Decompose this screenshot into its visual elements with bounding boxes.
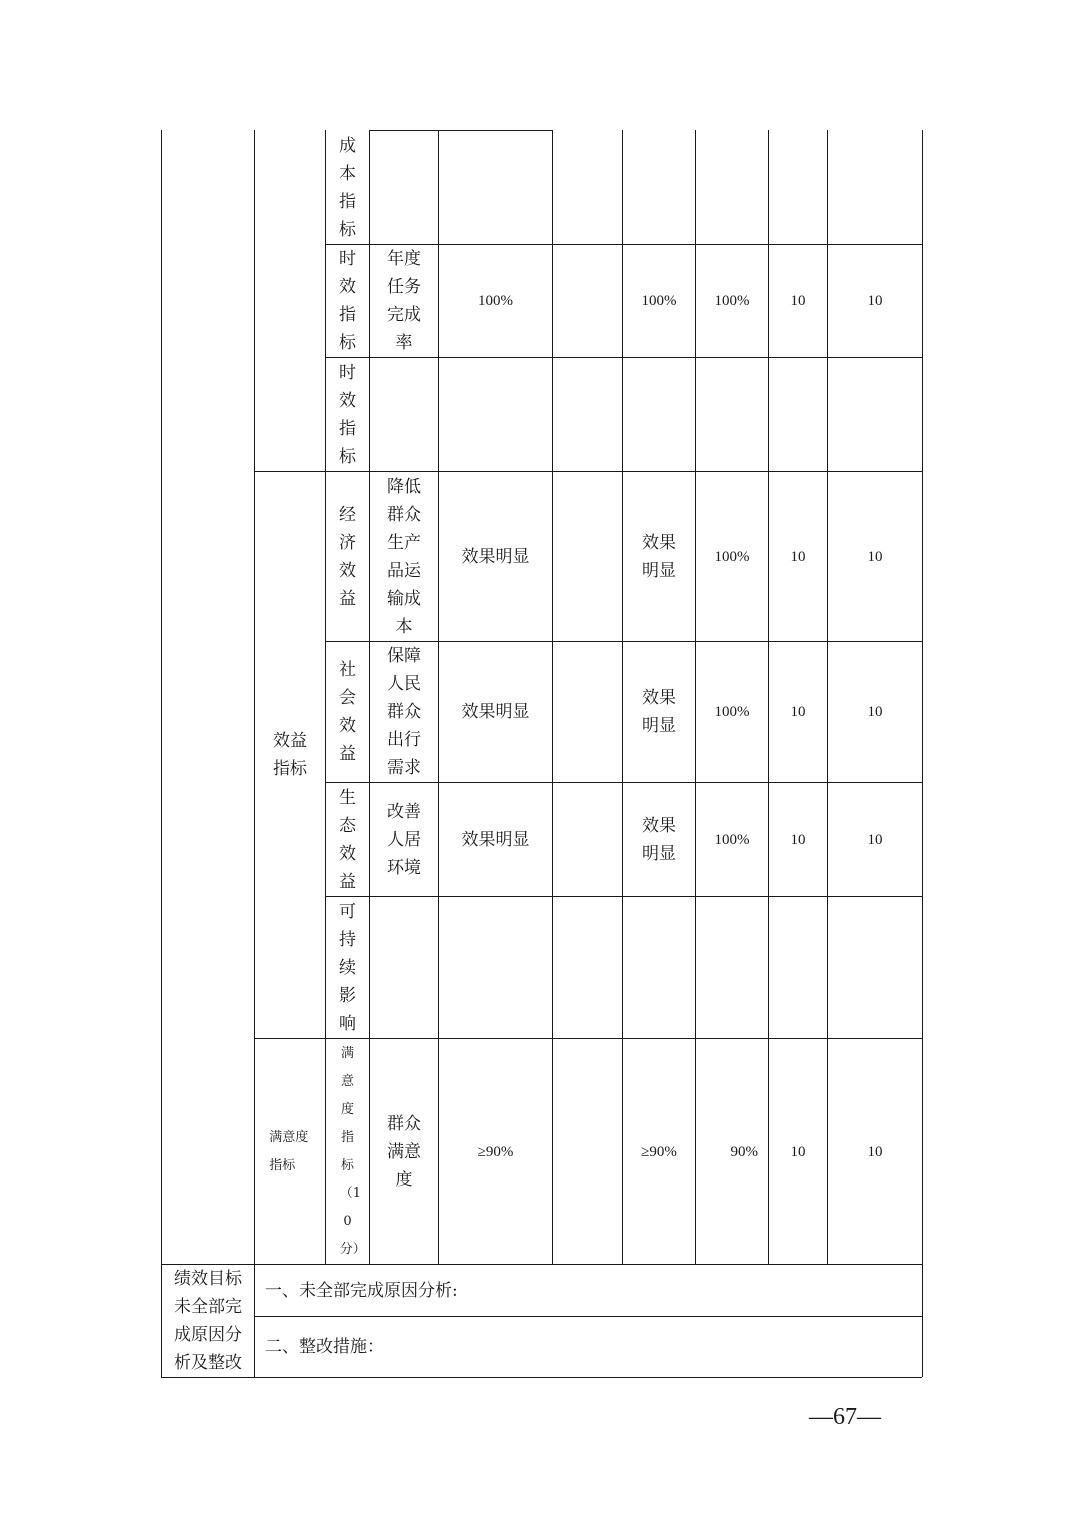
score: 10 [867,704,883,720]
score: 10 [867,293,883,309]
completion-rate: 90% [730,1143,758,1160]
sub-indicator: 时效指标 [338,249,356,353]
completion-rate: 100% [714,831,750,848]
target-value: ≥90% [477,1143,514,1160]
weight: 10 [790,704,806,720]
sub-indicator: 成本指标 [338,135,356,240]
actual-value: 效果明显 [642,532,676,581]
analysis-text: 一、未全部完成原因分析: [265,1280,458,1301]
footer-label: 绩效目标未全部完成原因分析及整改 [174,1269,242,1373]
score: 10 [867,831,883,848]
completion-rate: 100% [714,293,750,309]
indicator-name: 保障人民群众出行需求 [387,646,421,778]
group-benefit: 效益指标 [273,731,307,779]
sub-indicator: 满意度指标（10分） [339,1045,366,1257]
completion-rate: 100% [714,704,750,720]
sub-indicator: 生态效益 [338,787,356,892]
sub-indicator: 时效指标 [338,362,356,467]
page-number: —67— [809,1403,881,1430]
indicator-name: 群众满意度 [387,1113,421,1190]
rule [325,896,922,897]
target-value: 效果明显 [461,546,530,567]
weight: 10 [790,831,806,848]
rule [161,1377,922,1378]
target-value: 效果明显 [461,829,530,850]
actual-value: 效果明显 [642,815,676,864]
indicator-name: 降低群众生产品运输成本 [387,476,421,637]
actual-value: 效果明显 [642,688,676,736]
sub-indicator: 社会效益 [338,660,356,764]
weight: 10 [790,548,806,565]
rule [325,357,922,358]
rule [552,130,553,1264]
weight: 10 [790,293,806,309]
rule [161,130,162,1377]
score: 10 [867,548,883,565]
indicator-name: 改善人居环境 [387,801,421,878]
weight: 10 [790,1143,806,1160]
rule [369,130,553,131]
score: 10 [867,1143,883,1160]
group-satisfaction: 满意度指标 [269,1129,309,1173]
actual-value: 100% [641,293,677,309]
rule [922,130,923,1377]
target-value: 效果明显 [461,702,530,722]
target-value: 100% [478,293,513,309]
actual-value: ≥90% [641,1143,677,1160]
measures-text: 二、整改措施： [265,1337,384,1357]
sub-indicator: 经济效益 [338,504,356,609]
sub-indicator: 可持续影响 [338,901,356,1034]
completion-rate: 100% [714,548,750,565]
indicator-name: 年度任务完成率 [387,249,421,353]
